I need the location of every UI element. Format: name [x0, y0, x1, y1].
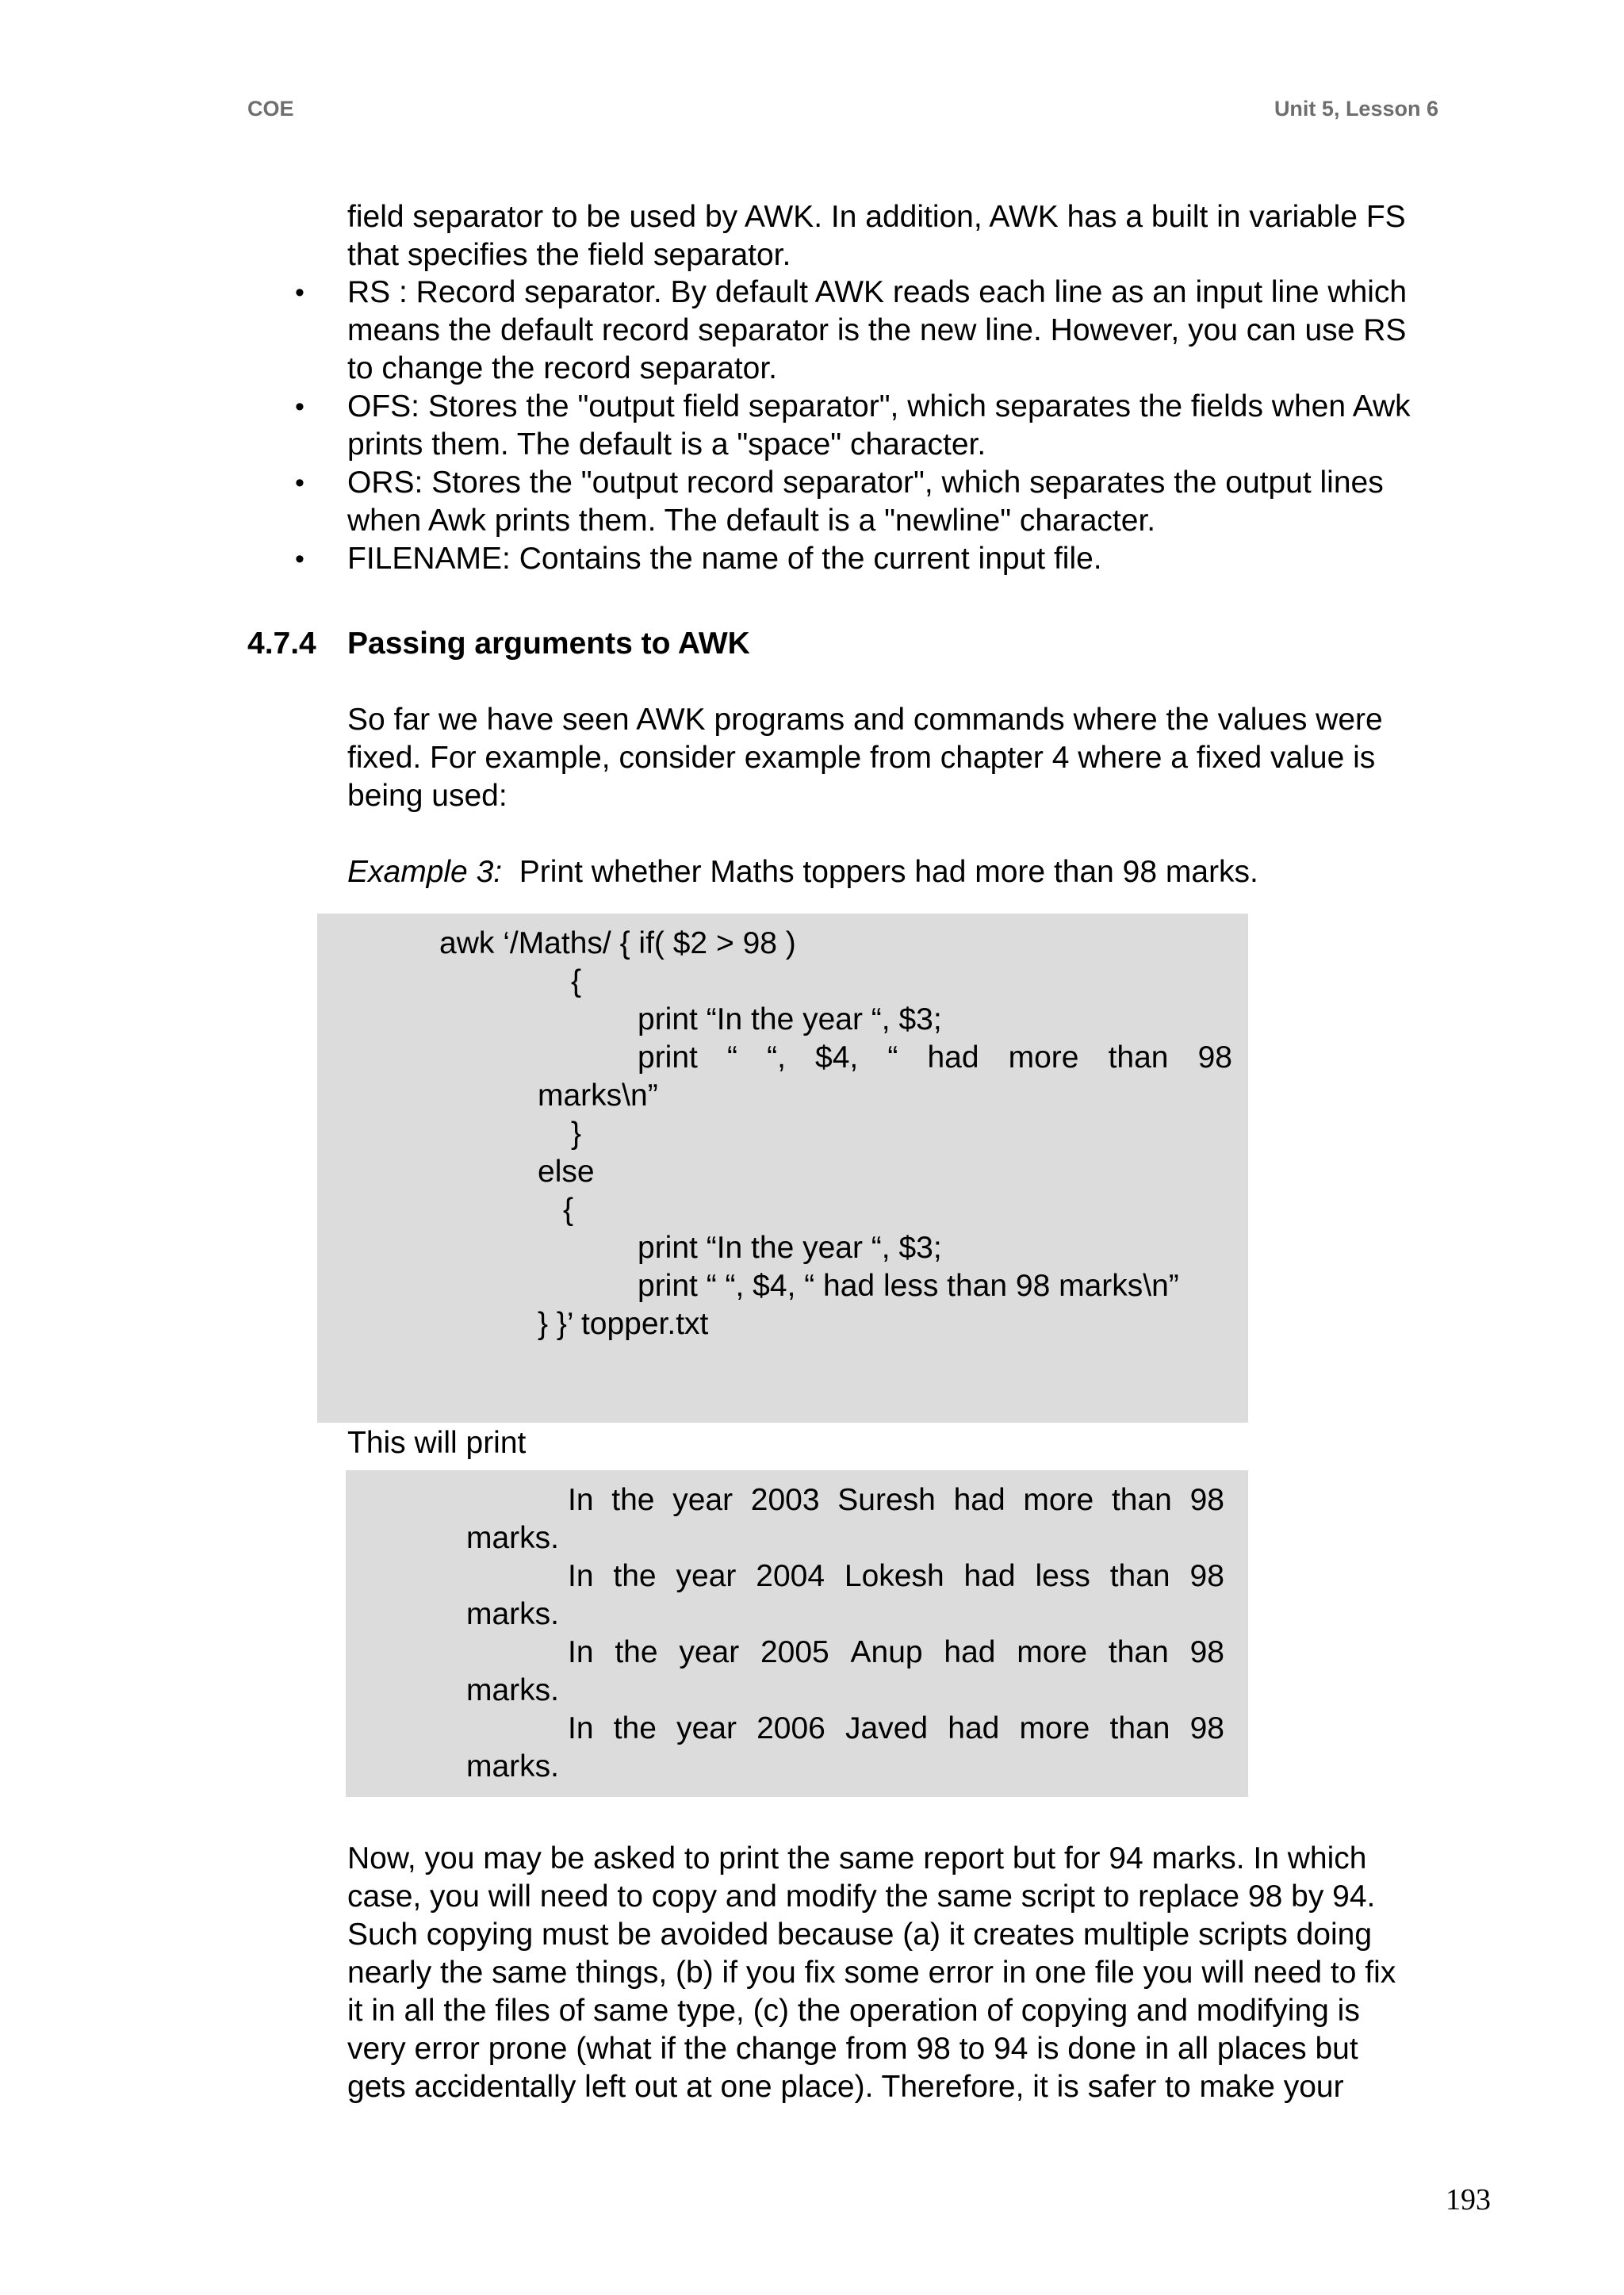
code-line: print “ “, $4, “ had less than 98 marks\n” — [638, 1269, 1179, 1303]
header-unit-lesson: Unit 5, Lesson 6 — [1274, 97, 1438, 121]
bullet-icon: • — [295, 278, 304, 308]
output-block — [346, 1470, 1248, 1797]
bullet-icon: • — [295, 392, 304, 422]
text-line: field separator to be used by AWK. In addition, AWK has a built in variable FS — [347, 200, 1406, 234]
output-row: In the year 2004 Lokesh had less than 98 marks. — [466, 1559, 1224, 1631]
text-line: nearly the same things, (b) if you fix some error in one file you will need to fix — [347, 1956, 1396, 1990]
code-line: print “ “, $4, “ had more than 98 — [638, 1040, 1232, 1075]
output-row: In the year 2006 Javed had more than 98 marks. — [466, 1711, 1224, 1784]
code-line: } — [571, 1117, 582, 1151]
section-heading — [247, 625, 750, 663]
text-line: So far we have seen AWK programs and commands where the values were — [347, 703, 1383, 737]
text-line: being used: — [347, 779, 508, 813]
list-item: • RS : Record separator. By default AWK reads each line as an input line which means the default record separator is the new line. However, you can use RS to change the record separator. — [295, 275, 1408, 385]
code-line: } }’ topper.txt — [538, 1307, 709, 1341]
text-line: it in all the files of same type, (c) the operation of copying and modifying is — [347, 1994, 1360, 2028]
code-line: marks\n” — [538, 1079, 658, 1113]
example-caption — [347, 853, 1489, 891]
code-block — [317, 914, 1248, 1423]
header-course: COE — [247, 97, 294, 121]
section-intro-paragraph — [347, 701, 1489, 815]
output-row: In the year 2005 Anup had more than 98 marks. — [466, 1635, 1224, 1707]
text-line: case, you will need to copy and modify the same script to replace 98 by 94. — [347, 1879, 1376, 1914]
text-line: fixed. For example, consider example from chapter 4 where a fixed value is — [347, 741, 1376, 775]
text-line: Now, you may be asked to print the same report but for 94 marks. In which — [347, 1841, 1367, 1875]
list-item: • ORS: Stores the "output record separator", which separates the output lines when Awk prints them. The default is a "newline" character. — [295, 466, 1384, 538]
text-line: gets accidentally left out at one place). Therefore, it is safer to make your — [347, 2070, 1344, 2104]
code-line: { — [563, 1193, 574, 1227]
text-line: very error prone (what if the change from 98 to 94 is done in all places but — [347, 2032, 1358, 2066]
example-label: Example 3: — [347, 855, 503, 889]
section-title: Passing arguments to AWK — [347, 626, 750, 661]
example-text: Print whether Maths toppers had more than 98 marks. — [519, 855, 1258, 889]
list-item: • OFS: Stores the "output field separator", which separates the fields when Awk prints them. The default is a "space" character. — [295, 389, 1411, 462]
text-line: Such copying must be avoided because (a) it creates multiple scripts doing — [347, 1918, 1373, 1952]
code-line: print “In the year “, $3; — [638, 1231, 942, 1265]
page-number: 193 — [1446, 2183, 1491, 2216]
variable-list — [278, 274, 1499, 578]
intro-paragraph — [347, 198, 1489, 274]
text-line: that specifies the field separator. — [347, 238, 791, 272]
section-number: 4.7.4 — [247, 626, 316, 661]
output-row: In the year 2003 Suresh had more than 98 marks. — [466, 1483, 1224, 1555]
bullet-icon: • — [295, 468, 304, 498]
code-line: { — [571, 964, 582, 998]
output-label: This will print — [347, 1426, 527, 1460]
list-item: • FILENAME: Contains the name of the current input file. — [278, 540, 1499, 578]
bullet-icon: • — [295, 544, 304, 574]
closing-paragraph — [347, 1840, 1505, 2106]
code-line: print “In the year “, $3; — [638, 1002, 942, 1036]
code-line: else — [538, 1155, 595, 1189]
code-line: awk ‘/Maths/ { if( $2 > 98 ) — [439, 926, 796, 960]
